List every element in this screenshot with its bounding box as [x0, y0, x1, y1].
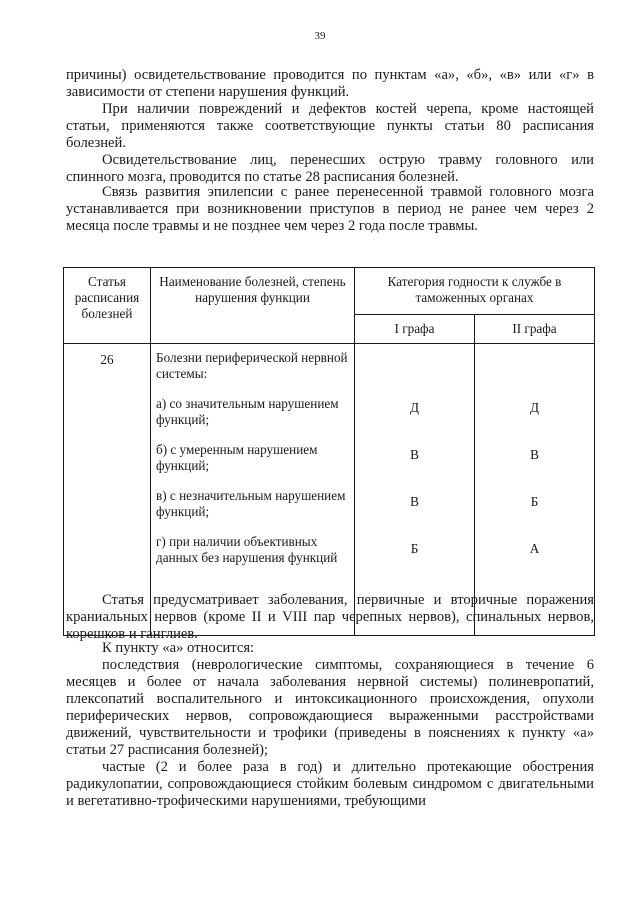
disease-title: Болезни периферической нервной системы: [156, 350, 348, 381]
category-value: Б [410, 541, 419, 556]
disease-category-table [63, 267, 595, 636]
paragraph: Связь развития эпилепсии с ранее перенесенной травмой головного мозга устанавливается при возникновении приступов в период не ранее чем через 2 месяца после травмы и не позднее чем через 2 года после травмы. [66, 184, 594, 234]
category-value: Б [530, 494, 539, 509]
category-value: В [410, 494, 419, 509]
header-column-2: II графа [475, 315, 595, 344]
header-disease-name: Наименование болезней, степень нарушения функции [151, 268, 355, 344]
header-column-1: I графа [355, 315, 475, 344]
disease-item-d: г) при наличии объективных данных без нарушения функций [156, 534, 338, 565]
paragraph: Освидетельствование лиц, перенесших острую травму головного или спинного мозга, проводится по статье 28 расписания болезней. [66, 152, 594, 185]
paragraph: При наличии повреждений и дефектов костей черепа, кроме настоящей статьи, применяются также соответствующие пункты статьи 80 расписания болезней. [66, 101, 594, 151]
header-fitness-category: Категория годности к службе в таможенных органах [355, 268, 595, 315]
paragraph: Статья предусматривает заболевания, первичные и вторичные поражения краниальных нервов (кроме II и VIII пар черепных нервов), спинальных нервов, корешков и ганглиев. [66, 592, 594, 642]
category-value: В [410, 447, 419, 462]
disease-item-a: а) со значительным нарушением функций; [156, 396, 339, 427]
paragraph: последствия (неврологические симптомы, сохраняющиеся в течение 6 месяцев и более от начала заболевания нервной системы) полиневропатий, плексопатий воспалительного и интоксикационного происхождения, опухоли периферических нервов, сопровождающиеся выраженными расстройствами движений, чувствительности и трофики (приведены в пояснениях к пункту «а» статьи 27 расписания болезней); [66, 657, 594, 758]
category-value: В [530, 447, 539, 462]
category-value: Д [530, 400, 539, 415]
paragraph: причины) освидетельствование проводится по пунктам «а», «б», «в» или «г» в зависимости от степени нарушения функций. [66, 67, 594, 100]
article-number: 26 [64, 344, 151, 636]
disease-item-b: б) с умеренным нарушением функций; [156, 442, 318, 473]
category-value: А [529, 541, 540, 556]
category-value: Д [410, 400, 419, 415]
paragraph: К пункту «а» относится: [102, 640, 255, 656]
header-article: Статья расписания болезней [64, 268, 151, 344]
disease-item-c: в) с незначительным нарушением функций; [156, 488, 346, 519]
page-number: 39 [314, 30, 326, 42]
paragraph: частые (2 и более раза в год) и длительно протекающие обострения радикулопатии, сопровождающиеся стойким болевым синдромом с двигательными и вегетативно-трофическими нарушениями, требующими [66, 759, 594, 809]
